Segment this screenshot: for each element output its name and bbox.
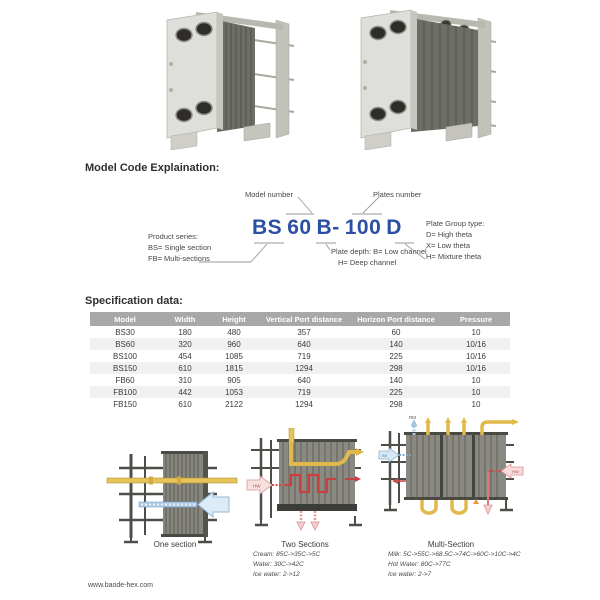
label-plates-number: Plates number xyxy=(373,190,422,199)
rm-arrow-up-icon xyxy=(411,420,417,426)
cell-height: 905 xyxy=(227,375,241,385)
label-plate-group: Plate Group type: D= High theta X= Low theta H= Mixture theta xyxy=(426,219,485,261)
hot-inlet-pipe xyxy=(289,428,294,443)
pipe-coupling xyxy=(149,477,153,485)
front-plate-edge xyxy=(411,10,417,130)
product-render-single-section xyxy=(138,2,306,150)
drain-arrow-icon xyxy=(311,522,319,530)
label-model-number: Model number xyxy=(245,190,293,199)
two-sections-diagram xyxy=(243,428,367,536)
cell-horizon-port: 140 xyxy=(389,339,403,349)
table-row xyxy=(90,374,510,386)
cell-pressure: 10 xyxy=(471,375,481,385)
pack-cap-bottom xyxy=(404,497,508,500)
table-row xyxy=(90,386,510,398)
milk-loops-bottom xyxy=(422,500,466,513)
one-section-diagram xyxy=(105,442,245,547)
col-width: Width xyxy=(160,312,210,326)
cell-width: 610 xyxy=(178,363,192,373)
code-plates: 100 xyxy=(344,216,382,239)
code-group: D xyxy=(386,216,402,239)
product-render-multi-section xyxy=(334,2,502,150)
code-depth: B- xyxy=(316,216,340,239)
end-plate xyxy=(203,451,208,537)
cell-width: 442 xyxy=(178,387,192,397)
multi-section-caption: Multi-Section xyxy=(427,540,475,549)
multi-section-notes: Milk: 5C->55C->68.5C->74C->60C->10C->4C Hot Water: 80C->77C Ice water: 2->7 xyxy=(388,551,521,578)
stud xyxy=(169,62,173,66)
stud xyxy=(363,60,367,64)
milk-outlet-arrow-icon xyxy=(512,419,519,425)
model-code-connector-lines xyxy=(85,185,515,280)
col-vertical-port: Vertical Port distance xyxy=(258,312,350,326)
cell-height: 960 xyxy=(227,339,241,349)
hw-label: HW xyxy=(512,469,519,474)
cell-horizon-port: 225 xyxy=(389,351,403,361)
cell-height: 480 xyxy=(227,327,241,337)
table-row xyxy=(90,398,510,410)
multi-section-diagram xyxy=(378,415,524,535)
col-horizon-port: Horizon Port distance xyxy=(350,312,442,326)
cell-pressure: 10/16 xyxy=(465,363,487,373)
table-row xyxy=(90,338,510,350)
cell-model: BS100 xyxy=(112,351,138,361)
iw-label: IW xyxy=(382,453,387,458)
cell-height: 2122 xyxy=(225,399,243,409)
cell-model: FB60 xyxy=(115,375,135,385)
two-sections-notes: Cream: 85C->35C->5C Water: 30C->42C Ice water: 2->12 xyxy=(253,551,321,578)
pipe-coupling xyxy=(177,477,181,485)
hw-drain-arrow-icon xyxy=(484,505,492,514)
code-series: BS xyxy=(252,216,283,239)
cell-width: 310 xyxy=(178,375,192,385)
cell-horizon-port: 298 xyxy=(389,363,403,373)
cell-vertical-port: 640 xyxy=(297,375,311,385)
drain-arrow-icon xyxy=(297,522,305,530)
cell-pressure: 10 xyxy=(471,327,481,337)
pack-bottom-band xyxy=(277,504,357,511)
cell-model: BS150 xyxy=(112,363,138,373)
plate-pack xyxy=(411,18,478,132)
code-model: 60 xyxy=(287,216,312,239)
plate-pack xyxy=(163,454,203,534)
table-row xyxy=(90,362,510,374)
col-pressure: Pressure xyxy=(442,312,510,326)
cell-model: BS30 xyxy=(115,327,135,337)
table-row xyxy=(90,350,510,362)
hot-pipe xyxy=(107,478,237,483)
back-column xyxy=(478,18,491,138)
cell-height: 1053 xyxy=(225,387,243,397)
cell-vertical-port: 719 xyxy=(297,351,311,361)
section-divider xyxy=(440,435,443,497)
plate-pack-stripes xyxy=(221,22,251,131)
cell-width: 320 xyxy=(178,339,192,349)
one-section-caption: One section xyxy=(153,540,197,549)
cell-height: 1815 xyxy=(225,363,243,373)
cell-horizon-port: 225 xyxy=(389,387,403,397)
label-plate-depth: Plate depth: B= Low channel H= Deep channel xyxy=(331,247,427,267)
cell-width: 180 xyxy=(178,327,192,337)
cell-vertical-port: 357 xyxy=(297,327,311,337)
cell-horizon-port: 60 xyxy=(391,327,401,337)
stud xyxy=(363,86,367,90)
stud xyxy=(169,88,173,92)
two-sections-caption: Two Sections xyxy=(281,540,329,549)
cell-width: 454 xyxy=(178,351,192,361)
cold-pipe xyxy=(139,502,197,507)
cell-height: 1085 xyxy=(225,351,243,361)
pack-cap-top xyxy=(404,432,508,435)
spec-table-header-row xyxy=(90,312,510,326)
label-product-series: Product series: BS= Single section FB= Multi-sections xyxy=(148,232,212,263)
cell-vertical-port: 1294 xyxy=(295,363,313,373)
cell-vertical-port: 1294 xyxy=(295,399,313,409)
cell-horizon-port: 140 xyxy=(389,375,403,385)
section-divider xyxy=(472,435,475,497)
red-outlet-arrow-icon xyxy=(355,476,361,482)
footer-url: www.baode-hex.com xyxy=(88,582,153,589)
spec-table xyxy=(90,312,510,410)
cell-width: 610 xyxy=(178,399,192,409)
cell-pressure: 10/16 xyxy=(465,339,487,349)
cell-vertical-port: 719 xyxy=(297,387,311,397)
cell-vertical-port: 640 xyxy=(297,339,311,349)
back-column xyxy=(276,20,289,138)
col-height: Height xyxy=(210,312,258,326)
cell-model: FB150 xyxy=(113,399,137,409)
rm-label: RM xyxy=(409,415,416,420)
col-model: Model xyxy=(90,312,160,326)
table-row xyxy=(90,326,510,338)
cell-model: BS60 xyxy=(115,339,135,349)
cell-pressure: 10 xyxy=(471,399,481,409)
cell-horizon-port: 298 xyxy=(389,399,403,409)
cell-pressure: 10 xyxy=(471,387,481,397)
pack-cap-bottom xyxy=(161,534,205,537)
hw-label: HW xyxy=(253,483,261,489)
milk-arrow-up-icons xyxy=(425,417,467,423)
pack-cap-top xyxy=(161,451,205,454)
model-code-title: Model Code Explaination: xyxy=(85,162,220,174)
front-plate-edge xyxy=(217,12,223,130)
spec-title: Specification data: xyxy=(85,295,183,307)
cell-pressure: 10/16 xyxy=(465,351,487,361)
cell-model: FB100 xyxy=(113,387,137,397)
